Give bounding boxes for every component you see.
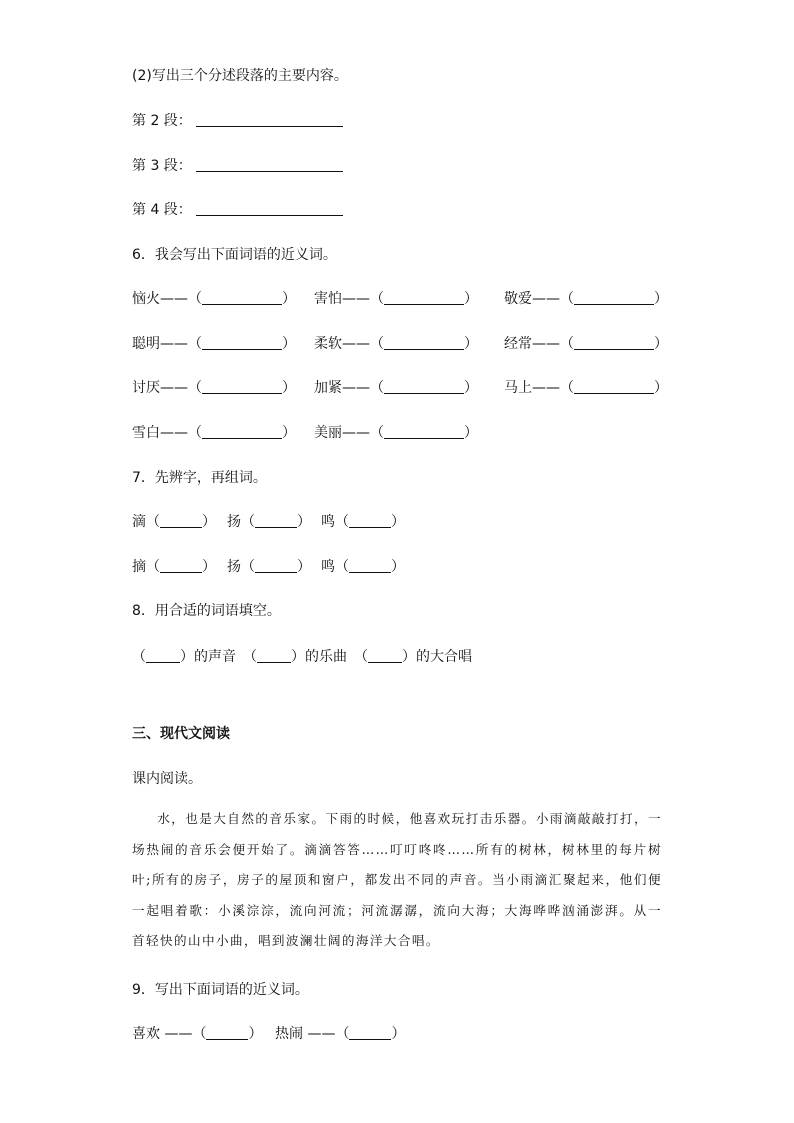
answer-blank[interactable] [202,289,282,305]
answer-blank[interactable] [196,111,343,127]
fill-item: （ ）的声音 [132,649,236,665]
answer-blank[interactable] [255,557,297,573]
synonym-item: 敬爱——（ ） [504,291,668,307]
answer-blank[interactable] [384,334,464,350]
synonym-item: 聪明——（ ） [132,336,296,352]
synonym-item: 讨厌——（ ） [132,380,296,396]
synonym-item: 雪白——（ ） [132,425,296,441]
char-item: 鸣（ ） [321,514,405,530]
answer-blank[interactable] [384,289,464,305]
q5-2-prompt: (2)写出三个分述段落的主要内容。 [132,68,348,84]
synonym-item: 喜欢 ——（ ） [132,1026,263,1042]
synonym-item: 加紧——（ ） [314,380,478,396]
answer-blank[interactable] [202,334,282,350]
answer-blank[interactable] [368,647,402,663]
answer-blank[interactable] [206,1024,248,1040]
answer-blank[interactable] [196,200,343,216]
synonym-item: 害怕——（ ） [314,291,478,307]
answer-blank[interactable] [349,1024,391,1040]
synonym-item: 柔软——（ ） [314,336,478,352]
char-item: 滴（ ） [132,514,216,530]
section-heading: 三、现代文阅读 [132,726,230,742]
row-label: 第 3 段： [132,158,192,174]
answer-blank[interactable] [255,512,297,528]
answer-blank[interactable] [160,512,202,528]
q6-title: 6．我会写出下面词语的近义词。 [132,247,337,263]
answer-blank[interactable] [574,378,654,394]
synonym-item: 美丽——（ ） [314,425,478,441]
answer-blank[interactable] [574,334,654,350]
q8-title: 8．用合适的词语填空。 [132,603,281,619]
q9-title: 9．写出下面词语的近义词。 [132,982,309,998]
answer-blank[interactable] [384,423,464,439]
answer-blank[interactable] [146,647,180,663]
synonym-item: 热闹 ——（ ） [275,1026,406,1042]
answer-blank[interactable] [349,557,391,573]
answer-blank[interactable] [196,156,343,172]
char-item: 鸣（ ） [321,559,405,575]
fill-item: （ ）的乐曲 [243,649,347,665]
answer-row-para-3 [132,156,343,176]
answer-blank[interactable] [257,647,291,663]
synonym-item: 马上——（ ） [504,380,668,396]
row-label: 第 4 段： [132,202,192,218]
row-label: 第 2 段： [132,113,192,129]
answer-blank[interactable] [349,512,391,528]
char-item: 扬（ ） [227,559,311,575]
answer-blank[interactable] [574,289,654,305]
answer-row-para-4 [132,200,343,220]
section-subheading: 课内阅读。 [132,771,202,787]
synonym-item: 恼火——（ ） [132,291,296,307]
char-item: 摘（ ） [132,559,216,575]
answer-blank[interactable] [384,378,464,394]
q7-title: 7．先辨字，再组词。 [132,470,267,486]
answer-blank[interactable] [202,423,282,439]
answer-row-para-2 [132,111,343,131]
synonym-item: 经常——（ ） [504,336,668,352]
answer-blank[interactable] [160,557,202,573]
fill-item: （ ）的大合唱 [354,649,472,665]
answer-blank[interactable] [202,378,282,394]
reading-passage: 水，也是大自然的音乐家。下雨的时候，他喜欢玩打击乐器。小雨滴敲敲打打，一场热闹的音乐会便开始了。滴滴答答……叮叮咚咚……所有的树林，树林里的每片树叶;所有的房子，房子的屋顶和窗户，都发出不同的声音。当小雨滴汇聚起来，他们便一起唱着歌：小溪淙淙，流向河流；河流潺潺，流向大海；大海哗哗汹涌澎湃。从一首轻快的山中小曲，唱到波澜壮阔的海洋大合唱。 [132,811,662,948]
char-item: 扬（ ） [227,514,311,530]
